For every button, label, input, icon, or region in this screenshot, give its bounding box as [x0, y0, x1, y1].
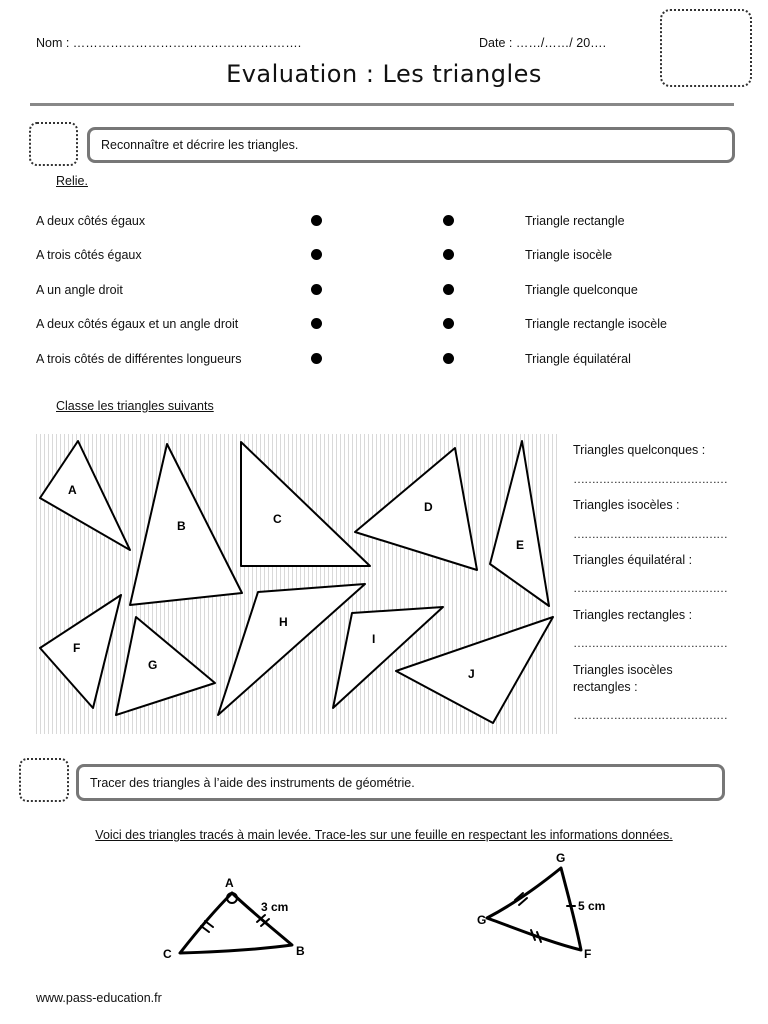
- category-label: Triangles équilatéral :: [573, 553, 693, 567]
- triangle-label: F: [73, 641, 81, 655]
- left-item: A trois côtés de différentes longueurs: [36, 352, 242, 366]
- relie-label: Relie.: [56, 174, 88, 188]
- vertex-label: A: [225, 876, 234, 890]
- category-label: Triangles isocèles :: [573, 498, 680, 512]
- name-field[interactable]: Nom : ……………………………………………….: [36, 36, 302, 50]
- footer-website[interactable]: www.pass-education.fr: [36, 991, 162, 1005]
- right-item: Triangle quelconque: [525, 283, 638, 297]
- page-title: Evaluation : Les triangles: [226, 60, 542, 88]
- left-item: A trois côtés égaux: [36, 248, 142, 262]
- answer-line[interactable]: ……………………………………: [573, 527, 727, 541]
- vertex-label: G: [477, 913, 487, 927]
- category-label: Triangles quelconques :: [573, 443, 706, 457]
- right-item: Triangle rectangle: [525, 214, 625, 228]
- answer-line[interactable]: ……………………………………: [573, 636, 727, 650]
- vertex-label: B: [296, 944, 305, 958]
- left-item: A un angle droit: [36, 283, 123, 297]
- triangle-label: E: [516, 538, 525, 552]
- section1-title: Reconnaître et décrire les triangles.: [101, 138, 299, 152]
- right-item: Triangle équilatéral: [525, 352, 631, 366]
- triangle-label: B: [177, 519, 186, 533]
- left-item: A deux côtés égaux et un angle droit: [36, 317, 239, 331]
- section2-instruction: Voici des triangles tracés à main levée. Trace-les sur une feuille en respectant les informations données.: [95, 828, 673, 842]
- triangle-label: G: [148, 658, 158, 672]
- triangle-label: J: [468, 667, 475, 681]
- left-item: A deux côtés égaux: [36, 214, 146, 228]
- measure-label: 5 cm: [578, 899, 606, 913]
- triangle-label: D: [424, 500, 433, 514]
- answer-line[interactable]: ……………………………………: [573, 708, 727, 722]
- triangle-label: I: [372, 632, 376, 646]
- category-label: Triangles isocèles rectangles :: [573, 663, 673, 694]
- measure-label: 3 cm: [261, 900, 289, 914]
- date-field[interactable]: Date : ……/……/ 20….: [479, 36, 607, 50]
- vertex-label: G: [556, 851, 566, 865]
- section2-title: Tracer des triangles à l’aide des instruments de géométrie.: [90, 775, 415, 790]
- vertex-label: C: [163, 947, 172, 961]
- triangle-label: C: [273, 512, 282, 526]
- triangle-label: A: [68, 483, 77, 497]
- vertex-label: F: [584, 947, 592, 961]
- triangle-label: H: [279, 615, 288, 629]
- answer-line[interactable]: ……………………………………: [573, 472, 727, 486]
- answer-line[interactable]: ……………………………………: [573, 581, 727, 595]
- right-item: Triangle isocèle: [525, 248, 613, 262]
- category-label: Triangles rectangles :: [573, 608, 693, 622]
- classify-label: Classe les triangles suivants: [56, 399, 214, 413]
- right-item: Triangle rectangle isocèle: [525, 317, 667, 331]
